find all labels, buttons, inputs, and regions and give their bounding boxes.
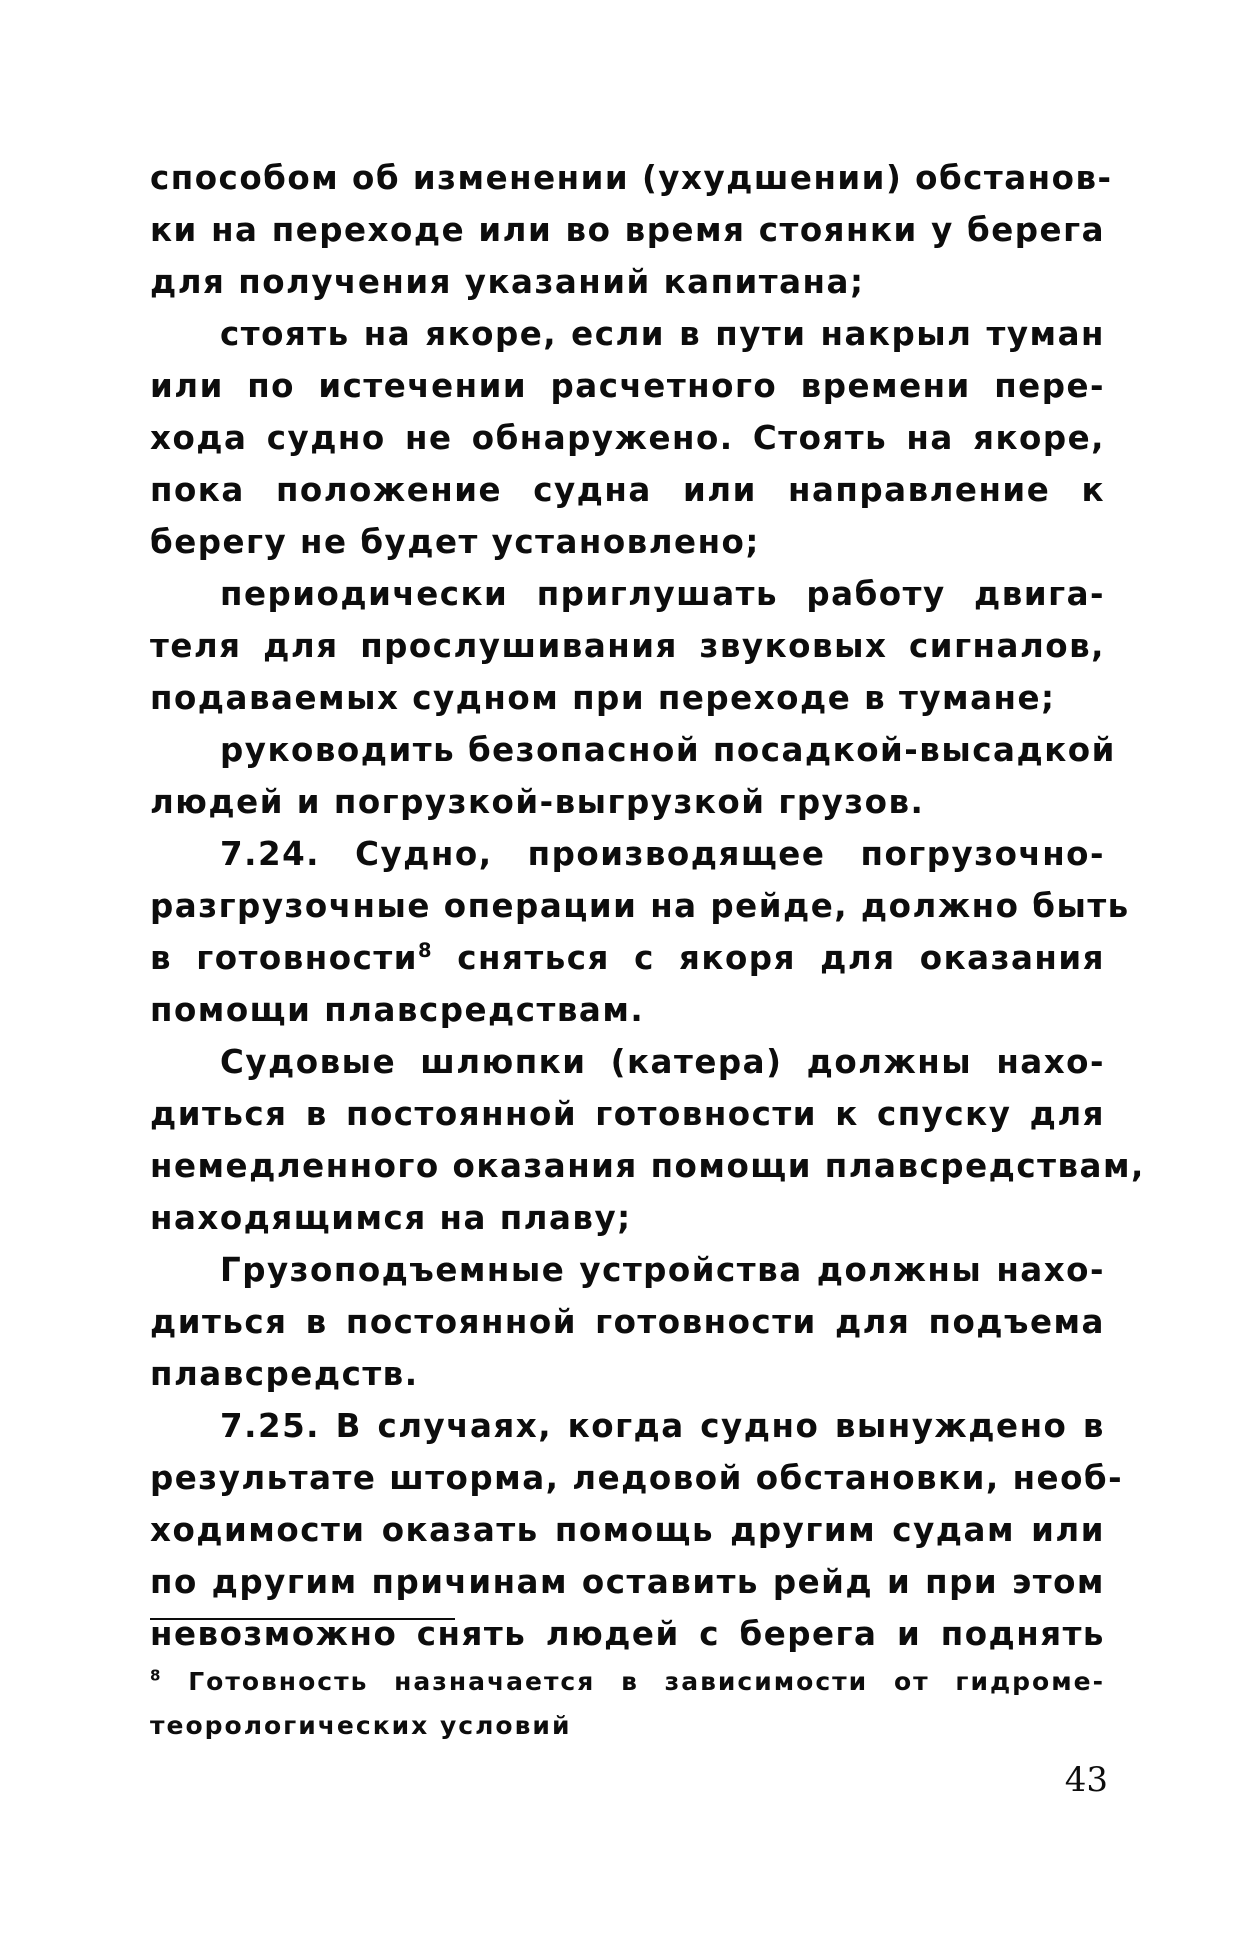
- paragraph-4: [150, 724, 1116, 828]
- text-line: диться в постоянной готовности для подъема: [150, 1303, 1105, 1341]
- paragraph-5: [150, 828, 1130, 1036]
- text-line: периодически приглушать работу двига-: [220, 575, 1105, 613]
- text-line: хода судно не обнаружено. Стоять на якоре,: [150, 419, 1105, 457]
- text-line: разгрузочные операции на рейде, должно быть: [150, 887, 1130, 925]
- text-line: стоять на якоре, если в пути накрыл туман: [220, 315, 1105, 353]
- text-line: результате шторма, ледовой обстановки, необ-: [150, 1459, 1124, 1497]
- text-line: ходимости оказать помощь другим судам или: [150, 1511, 1105, 1549]
- text-line: руководить безопасной посадкой-высадкой: [220, 731, 1116, 769]
- text-line: невозможно снять людей с берега и поднять: [150, 1615, 1105, 1653]
- paragraph-2: [150, 308, 1105, 568]
- footnote-separator: [150, 1618, 455, 1620]
- text-line: пока положение судна или направление к: [150, 471, 1105, 509]
- text-line: плавсредств.: [150, 1355, 419, 1393]
- footnote-line: теорологических условий: [150, 1711, 572, 1740]
- paragraph-7: [150, 1244, 1105, 1400]
- paragraph-8: [150, 1400, 1124, 1660]
- paragraph-1: [150, 152, 1113, 308]
- paragraph-6: [150, 1036, 1145, 1244]
- footnote-reference: 8: [417, 939, 434, 963]
- text-line: диться в постоянной готовности к спуску для: [150, 1095, 1105, 1133]
- footnote: [150, 1660, 1105, 1748]
- text-line: Судовые шлюпки (катера) должны нахо-: [220, 1043, 1105, 1081]
- text-line: людей и погрузкой-выгрузкой грузов.: [150, 783, 925, 821]
- text-fragment: сняться с якоря для оказания: [457, 939, 1105, 977]
- text-line: Грузоподъемные устройства должны нахо-: [220, 1251, 1105, 1289]
- text-line: или по истечении расчетного времени пере-: [150, 367, 1105, 405]
- text-line: 7.24. Судно, производящее погрузочно-: [220, 835, 1105, 873]
- text-line: ки на переходе или во время стоянки у берега: [150, 211, 1105, 249]
- text-line: по другим причинам оставить рейд и при этом: [150, 1563, 1105, 1601]
- paragraph-3: [150, 568, 1105, 724]
- text-line: подаваемых судном при переходе в тумане;: [150, 679, 1056, 717]
- text-line: теля для прослушивания звуковых сигналов,: [150, 627, 1105, 665]
- page-number: 43: [1064, 1760, 1108, 1800]
- text-line: берегу не будет установлено;: [150, 523, 760, 561]
- text-fragment: в готовности: [150, 939, 418, 977]
- text-line: находящимся на плаву;: [150, 1199, 632, 1237]
- text-line: помощи плавсредствам.: [150, 991, 645, 1029]
- text-line: немедленного оказания помощи плавсредствам,: [150, 1147, 1145, 1185]
- footnote-line: [150, 1660, 1105, 1704]
- footnote-marker: 8: [150, 1666, 163, 1685]
- footnote-text: Готовность назначается в зависимости от гидроме-: [188, 1667, 1105, 1696]
- page-body: [150, 152, 1145, 1660]
- text-line: способом об изменении (ухудшении) обстанов-: [150, 159, 1113, 197]
- text-line: для получения указаний капитана;: [150, 263, 865, 301]
- text-line: 7.25. В случаях, когда судно вынуждено в: [220, 1407, 1105, 1445]
- text-line-with-footnote-ref: [150, 932, 1105, 984]
